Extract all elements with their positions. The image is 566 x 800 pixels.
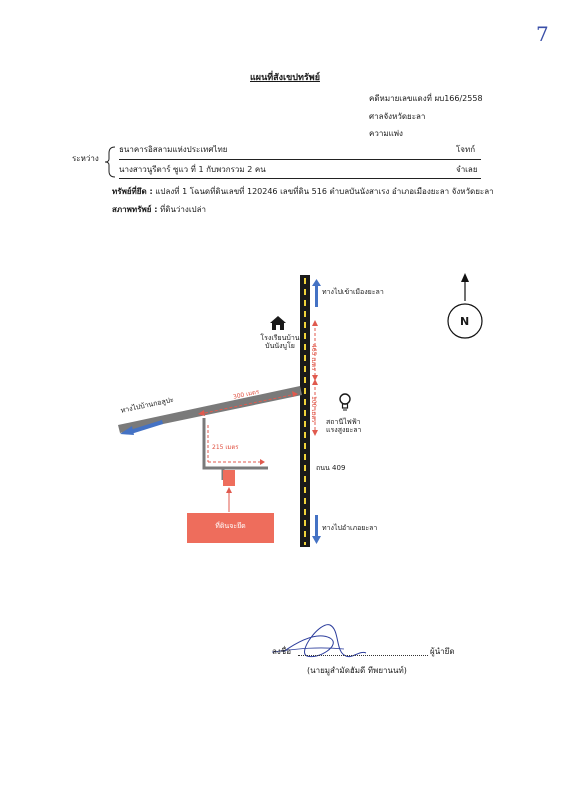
- electric-station-label: [326, 418, 361, 434]
- property-location-text: แปลงที่ 1 โฉนดที่ดินเลขที่ 120246 เลขที่ดิน 516 ตำบลบันนังสาเรง อำเภอเมืองยะลา จังหวัดยะลา: [155, 187, 494, 196]
- school-label-line1: โรงเรียนบ้าน: [260, 334, 300, 342]
- electric-label-line2: แรงสูงยะลา: [326, 426, 362, 435]
- plaintiff-name: ธนาคารอิสลามแห่งประเทศไทย: [119, 145, 228, 154]
- property-pointer-head: [226, 487, 232, 493]
- school-label: [258, 334, 302, 350]
- label-to-village: ทางไปบ้านกอลูปะ: [120, 395, 175, 415]
- property-box-label: ที่ดินจะยึด: [215, 522, 246, 530]
- arrow-to-district: [312, 515, 321, 544]
- page-number: 7: [536, 22, 549, 46]
- court-name: ศาลจังหวัดยะลา: [369, 112, 426, 121]
- dim-branch-label: 300 เมตร: [232, 388, 260, 401]
- property-location-label: ทรัพย์ที่ยึด :: [112, 187, 153, 196]
- defendant-role: จำเลย: [456, 165, 478, 174]
- case-number: คดีหมายเลขแดงที่ ผบ166/2558: [369, 94, 483, 103]
- arrow-to-city: [312, 279, 321, 307]
- lightbulb-icon: [340, 394, 350, 410]
- dim-spur-label: 215 เมตร: [212, 444, 239, 451]
- document-title: แผนที่สังเขปทรัพย์: [250, 73, 320, 83]
- signature-scribble: [283, 625, 366, 657]
- between-label: ระหว่าง: [72, 154, 99, 163]
- north-label: N: [460, 315, 470, 328]
- north-arrow-icon: [448, 273, 482, 338]
- label-to-city: ทางไปเข้าเมืองยะลา: [322, 288, 384, 296]
- dim-north-label: 465 เมตร: [310, 344, 317, 371]
- property-marker: [223, 470, 235, 486]
- school-label-line2: บันนังบูโย: [265, 342, 295, 351]
- sign-role: ผู้นำยึด: [430, 647, 455, 656]
- defendant-name: นางสาวนูรีตาร์ ซูแว ที่ 1 กับพวกรวม 2 คน: [119, 165, 266, 174]
- signer-printed-name: (นายมูสำมัดฮัมดี ทีพยานนท์): [307, 666, 407, 675]
- dim-south-label: 100 เมตร: [310, 396, 317, 423]
- electric-label-line1: สถานีไฟฟ้า: [326, 418, 361, 426]
- case-type: ความแพ่ง: [369, 129, 403, 138]
- sign-prefix: ลงชื่อ: [272, 647, 292, 656]
- label-to-district: ทางไปอำเภอยะลา: [322, 524, 378, 532]
- property-condition-label: สภาพทรัพย์ :: [112, 205, 158, 214]
- property-condition-text: ที่ดินว่างเปล่า: [159, 205, 207, 214]
- plaintiff-role: โจทก์: [456, 145, 476, 154]
- school-house-icon: [270, 316, 286, 330]
- road-name-label: ถนน 409: [316, 464, 346, 472]
- sign-line: [298, 655, 428, 656]
